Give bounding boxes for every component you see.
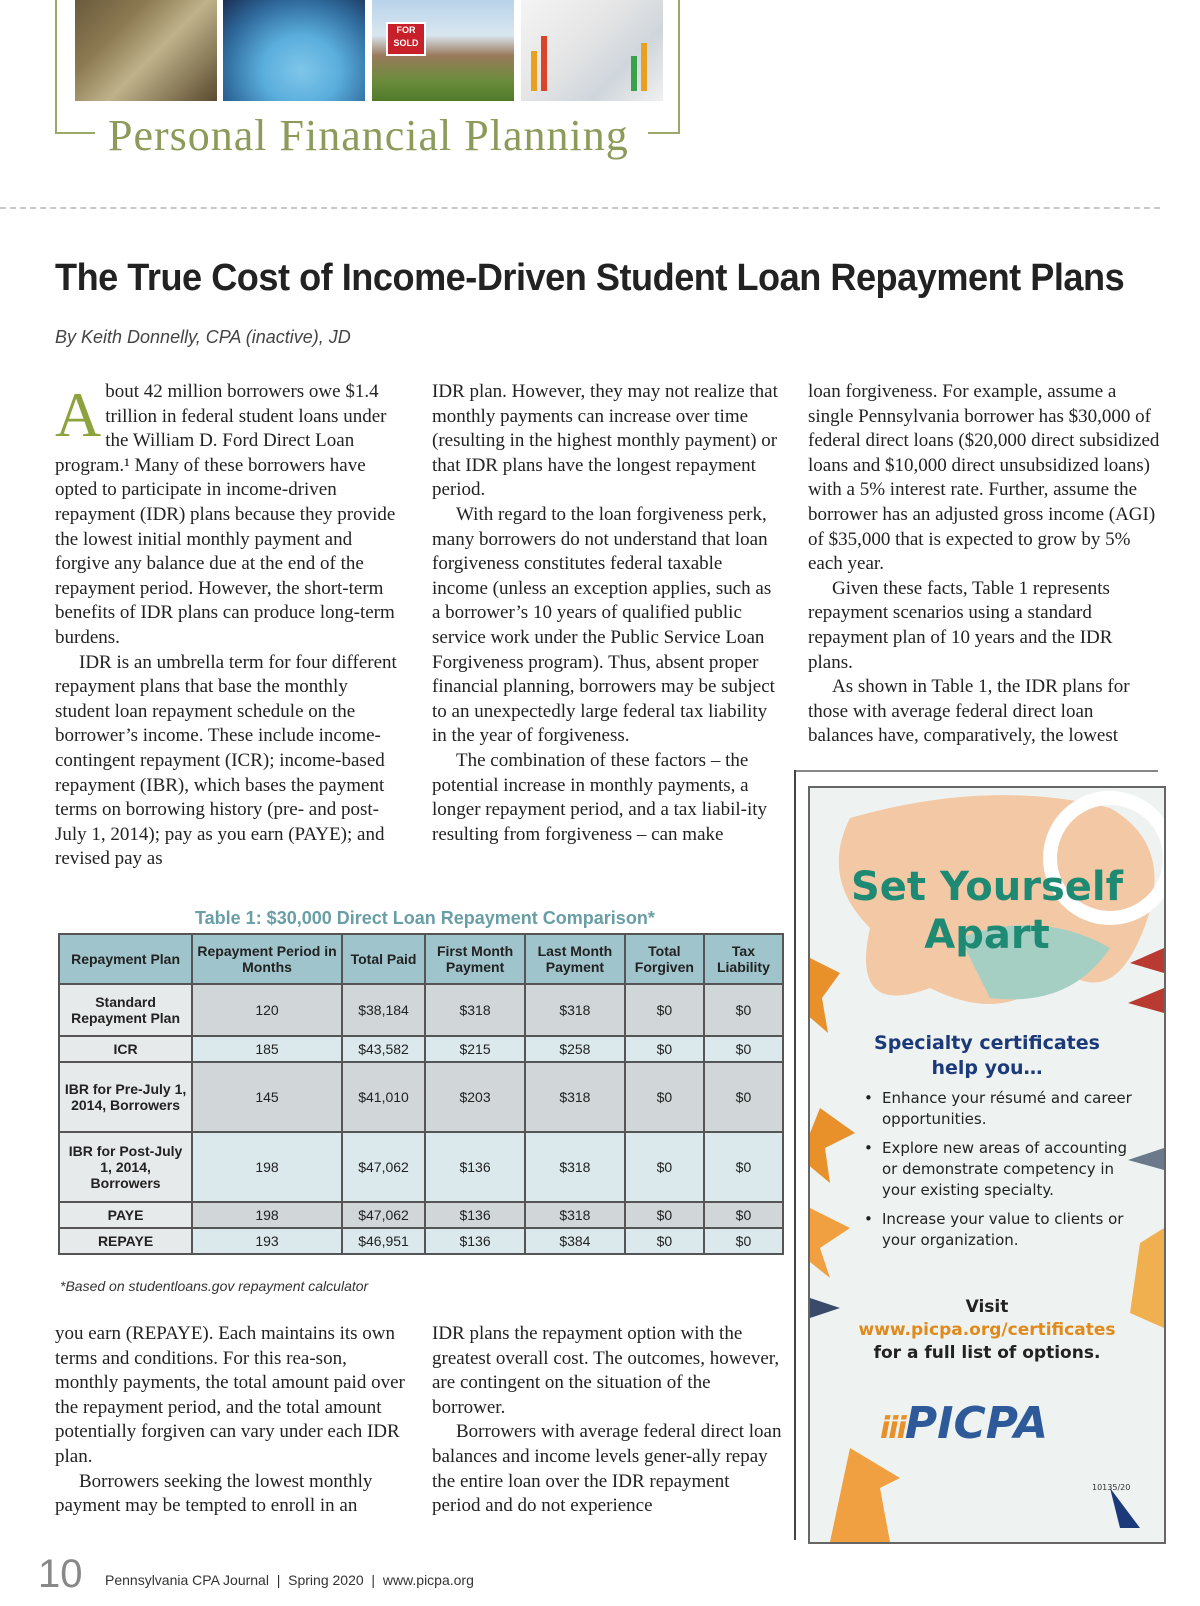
table-cell: $203 xyxy=(425,1062,525,1132)
repayment-comparison-table xyxy=(58,933,784,1255)
table-header: Repayment Period in Months xyxy=(192,934,342,984)
list-item: • Enhance your résumé and career opportunities. xyxy=(866,1088,1136,1130)
paragraph: With regard to the loan forgiveness perk, many borrowers do not understand that loan forgiveness constitutes federal taxable income (unless an exception applies, such as a borrower’s 10 years of qualified public service work under the Public Service Loan Forgiveness program). Thus, absent proper financial planning, borrowers may be subject to an unexpectedly large federal tax liability in the year of forgiveness. xyxy=(432,503,775,747)
table-cell: 198 xyxy=(192,1132,342,1202)
ad-benefits-list xyxy=(866,1088,1136,1259)
table-cell: PAYE xyxy=(59,1202,192,1228)
ad-frame-top xyxy=(794,770,1158,772)
star-icon xyxy=(810,1108,855,1183)
ad-visit-label: Visit xyxy=(965,1297,1009,1317)
paragraph: IDR plan. However, they may not realize that monthly payments can increase over time (resulting in the highest monthly payment) or that IDR plans have the longest repayment period. xyxy=(432,381,778,501)
table-cell: 193 xyxy=(192,1228,342,1254)
table-cell: $0 xyxy=(625,984,704,1036)
table-cell: $318 xyxy=(425,984,525,1036)
star-icon xyxy=(830,1448,900,1542)
ad-subtitle xyxy=(810,1031,1164,1081)
ad-subtitle-line: help you… xyxy=(931,1057,1043,1079)
table-header: First Month Payment xyxy=(425,934,525,984)
table-header: Total Forgiven xyxy=(625,934,704,984)
table-cell: $258 xyxy=(525,1036,625,1062)
section-frame-left xyxy=(55,0,57,134)
table-cell: $38,184 xyxy=(342,984,425,1036)
table-header: Total Paid xyxy=(342,934,425,984)
triangle-icon xyxy=(1128,988,1164,1013)
table-cell: $47,062 xyxy=(342,1132,425,1202)
section-divider xyxy=(0,207,1160,209)
table-cell: $318 xyxy=(525,984,625,1036)
table-cell: $0 xyxy=(704,1036,783,1062)
people-icon: ı̇ı̇ı̇ xyxy=(880,1411,905,1446)
table-cell: $47,062 xyxy=(342,1202,425,1228)
table-cell: REPAYE xyxy=(59,1228,192,1254)
sold-sign: FOR SOLD xyxy=(386,22,426,56)
ad-subtitle-line: Specialty certificates xyxy=(874,1032,1100,1054)
table-cell: $136 xyxy=(425,1132,525,1202)
table-cell: $318 xyxy=(525,1062,625,1132)
table-cell: $0 xyxy=(704,1062,783,1132)
page-number: 10 xyxy=(38,1552,83,1596)
section-frame-right xyxy=(678,0,680,134)
table-cell: $0 xyxy=(625,1062,704,1132)
paragraph: IDR plans the repayment option with the greatest overall cost. The outcomes, however, are contingent on the situation of the borrower. xyxy=(432,1323,780,1418)
section-frame-bottom-right xyxy=(648,132,680,134)
table-cell: $43,582 xyxy=(342,1036,425,1062)
triangle-icon xyxy=(1110,1488,1140,1528)
paragraph: Borrowers seeking the lowest monthly payment may be tempted to enroll in an xyxy=(55,1470,373,1517)
article-byline: By Keith Donnelly, CPA (inactive), JD xyxy=(55,327,351,347)
table-row xyxy=(59,984,783,1036)
table-row xyxy=(59,1132,783,1202)
ad-title-line: Set Yourself xyxy=(850,864,1123,910)
table-cell: 198 xyxy=(192,1202,342,1228)
table-cell: $215 xyxy=(425,1036,525,1062)
table-cell: 145 xyxy=(192,1062,342,1132)
paragraph: Borrowers with average federal direct loan balances and income levels gener-ally repay the entire loan over the IDR repayment period and do not experience xyxy=(432,1421,782,1517)
paragraph: As shown in Table 1, the IDR plans for those with average federal direct loan balances have, comparatively, the lowest xyxy=(808,676,1130,747)
table-cell: $0 xyxy=(704,1202,783,1228)
section-title: Personal Financial Planning xyxy=(108,111,629,160)
footer-text: Pennsylvania CPA Journal | Spring 2020 | www.picpa.org xyxy=(105,1572,474,1588)
column-1-top xyxy=(55,380,407,872)
paragraph: Given these facts, Table 1 represents repayment scenarios using a standard repayment plan of 10 years and the IDR plans. xyxy=(808,577,1113,673)
column-2-top xyxy=(432,380,782,847)
list-item: • Increase your value to clients or your organization. xyxy=(866,1209,1136,1251)
table-header-row xyxy=(59,934,783,984)
list-item: • Explore new areas of accounting or demonstrate competency in your existing specialty. xyxy=(866,1138,1136,1201)
table-cell: $0 xyxy=(625,1228,704,1254)
drop-cap: A xyxy=(55,379,102,450)
table-cell: $0 xyxy=(704,984,783,1036)
table-cell: ICR xyxy=(59,1036,192,1062)
column-1-bottom xyxy=(55,1322,407,1519)
table-cell: $46,951 xyxy=(342,1228,425,1254)
table-cell: $0 xyxy=(625,1132,704,1202)
ad-url-link[interactable]: www.picpa.org/certificates xyxy=(858,1320,1116,1340)
table-row xyxy=(59,1202,783,1228)
paragraph: you earn (REPAYE). Each maintains its own terms and conditions. For this rea-son, monthly payments, the total amount paid over the repayment period, and the total amount potentially forgiven can vary under each IDR plan. xyxy=(55,1323,405,1467)
table-cell: IBR for Post-July 1, 2014, Borrowers xyxy=(59,1132,192,1202)
column-2-bottom xyxy=(432,1322,782,1519)
table-row xyxy=(59,1228,783,1254)
picpa-certificates-ad[interactable] xyxy=(808,786,1166,1544)
picpa-logo xyxy=(880,1398,1048,1449)
table-cell: $0 xyxy=(625,1202,704,1228)
table-footnote: *Based on studentloans.gov repayment calculator xyxy=(60,1278,369,1294)
paragraph: loan forgiveness. For example, assume a single Pennsylvania borrower has $30,000 of federal direct loans ($20,000 direct subsidized loans and $10,000 direct unsubsidized loans) with a 5% interest rate. Further, assume the borrower has an adjusted gross income (AGI) of $35,000 that is expected to grow by 5% each year. xyxy=(808,381,1160,575)
table-cell: $0 xyxy=(704,1132,783,1202)
table-title: Table 1: $30,000 Direct Loan Repayment Comparison* xyxy=(195,908,655,928)
ad-code: 10135/20 xyxy=(1092,1483,1131,1492)
table-row xyxy=(59,1036,783,1062)
table-cell: $0 xyxy=(625,1036,704,1062)
table-cell: $318 xyxy=(525,1132,625,1202)
ad-call-to-action xyxy=(810,1296,1164,1365)
table-cell: IBR for Pre-July 1, 2014, Borrowers xyxy=(59,1062,192,1132)
column-3-top xyxy=(808,380,1160,749)
table-cell: $318 xyxy=(525,1202,625,1228)
ad-frame-left xyxy=(794,770,796,1540)
table-cell: $41,010 xyxy=(342,1062,425,1132)
star-icon xyxy=(810,958,840,1033)
money-photo xyxy=(75,0,217,101)
table-cell: 185 xyxy=(192,1036,342,1062)
calculator-chart-photo xyxy=(521,0,663,101)
article-headline: The True Cost of Income-Driven Student Loan Repayment Plans xyxy=(55,257,1125,299)
table-cell: $136 xyxy=(425,1228,525,1254)
table-cell: Standard Repayment Plan xyxy=(59,984,192,1036)
ad-title xyxy=(810,863,1164,959)
ad-title-line: Apart xyxy=(924,912,1050,958)
ad-visit-tail: for a full list of options. xyxy=(873,1343,1101,1363)
paragraph: IDR is an umbrella term for four different repayment plans that base the monthly student loan repayment schedule on the borrower’s income. These include income-contingent repayment (ICR); income-based repayment (IBR), which bases the payment terms on borrowing history (pre- and post-July 1, 2014); pay as you earn (PAYE); and revised pay as xyxy=(55,651,397,870)
table-cell: $384 xyxy=(525,1228,625,1254)
table-cell: $136 xyxy=(425,1202,525,1228)
house-sold-photo xyxy=(372,0,514,101)
table-header: Repayment Plan xyxy=(59,934,192,984)
table-cell: $0 xyxy=(704,1228,783,1254)
table-cell: 120 xyxy=(192,984,342,1036)
table-header: Tax Liability xyxy=(704,934,783,984)
section-frame-bottom-left xyxy=(55,132,95,134)
paragraph: The combination of these factors – the potential increase in monthly payments, a longer repayment period, and a tax liabil-ity resulting from forgiveness – can make xyxy=(432,749,768,845)
piggy-bank-photo xyxy=(223,0,365,101)
picpa-logo-text: PICPA xyxy=(904,1398,1049,1449)
paragraph: bout 42 million borrowers owe $1.4 trillion in federal student loans under the William D. Ford Direct Loan program.¹ Many of these borrowers have opted to participate in income-driven repayment (IDR) plans because they provide the lowest initial monthly payment and forgive any balance due at the end of the repayment period. However, the short-term benefits of IDR plans can produce long-term burdens. xyxy=(55,381,396,648)
star-icon xyxy=(810,1208,850,1278)
table-header: Last Month Payment xyxy=(525,934,625,984)
table-row xyxy=(59,1062,783,1132)
